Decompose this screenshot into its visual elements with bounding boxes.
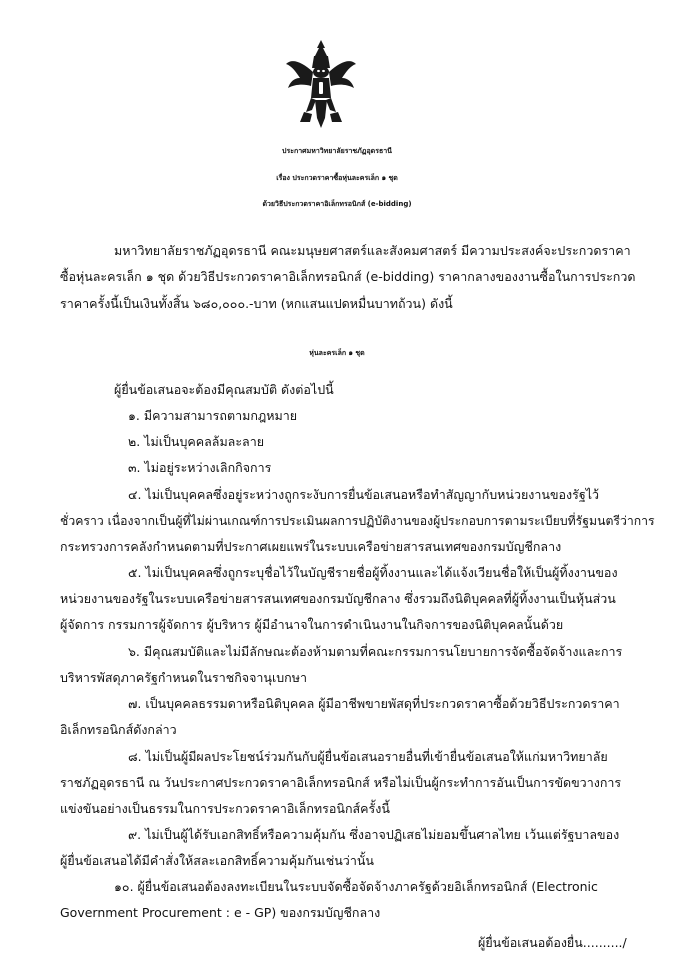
qualification-intro: ผู้ยื่นข้อเสนอจะต้องมีคุณสมบัติ ดังต่อไปนี้	[114, 382, 334, 397]
qualification-10-cont: Government Procurement : e - GP) ของกรมบัญชีกลาง	[60, 905, 381, 920]
intro-line: มหาวิทยาลัยราชภัฏอุดรธานี คณะมนุษยศาสตร์และสังคมศาสตร์ มีความประสงค์จะประกวดราคา	[114, 243, 631, 258]
intro-line: ซื้อหุ่นละครเล็ก ๑ ชุด ด้วยวิธีประกวดราคาอิเล็กทรอนิกส์ (e-bidding) ราคากลางของงานซื้อในการประกวด	[60, 269, 636, 284]
qualification-2: ๒. ไม่เป็นบุคคลล้มละลาย	[128, 434, 265, 449]
qualification-4-cont: กระทรวงการคลังกำหนดตามที่ประกาศเผยแพร่ในระบบเครือข่ายสารสนเทศของกรมบัญชีกลาง	[60, 539, 562, 554]
announcement-subject: เรื่อง ประกวดราคาซื้อหุ่นละครเล็ก ๑ ชุด	[276, 174, 398, 182]
qualification-7: ๗. เป็นบุคคลธรรมดาหรือนิติบุคคล ผู้มีอาชีพขายพัสดุที่ประกวดราคาซื้อด้วยวิธีประกวดราคา	[128, 696, 620, 711]
qualification-8: ๘. ไม่เป็นผู้มีผลประโยชน์ร่วมกันกับผู้ยื่นข้อเสนอรายอื่นที่เข้ายื่นข้อเสนอให้แก่มหาวิทยาลัย	[128, 749, 608, 764]
qualification-6: ๖. มีคุณสมบัติและไม่มีลักษณะต้องห้ามตามที่คณะกรรมการนโยบายการจัดซื้อจัดจ้างและการ	[128, 644, 623, 659]
qualification-9-cont: ผู้ยื่นข้อเสนอได้มีคำสั่งให้สละเอกสิทธิ์ความคุ้มกันเช่นว่านั้น	[60, 853, 374, 868]
qualification-10: ๑๐. ผู้ยื่นข้อเสนอต้องลงทะเบียนในระบบจัดซื้อจัดจ้างภาครัฐด้วยอิเล็กทรอนิกส์ (Electronic	[114, 879, 598, 894]
qualification-9: ๙. ไม่เป็นผู้ได้รับเอกสิทธิ์หรือความคุ้มกัน ซึ่งอาจปฏิเสธไม่ยอมขึ้นศาลไทย เว้นแต่รัฐบาลของ	[128, 827, 620, 842]
announcement-title: ประกาศมหาวิทยาลัยราชภัฏอุดรธานี	[282, 147, 392, 155]
qualification-8-cont: แข่งขันอย่างเป็นธรรมในการประกวดราคาอิเล็กทรอนิกส์ครั้งนี้	[60, 801, 390, 816]
intro-line: ราคาครั้งนี้เป็นเงินทั้งสิ้น ๖๘๐,๐๐๐.-บาท (หกแสนแปดหมื่นบาทถ้วน) ดังนี้	[60, 296, 453, 311]
qualification-5-cont: ผู้จัดการ กรรมการผู้จัดการ ผู้บริหาร ผู้มีอำนาจในการดำเนินงานในกิจการของนิติบุคคลนั้นด้วย	[60, 617, 564, 632]
item-heading: หุ่นละครเล็ก ๑ ชุด	[309, 349, 365, 357]
qualification-1: ๑. มีความสามารถตามกฎหมาย	[128, 408, 298, 423]
announcement-method: ด้วยวิธีประกวดราคาอิเล็กทรอนิกส์ (e-bidding)	[262, 200, 412, 208]
qualification-5: ๕. ไม่เป็นบุคคลซึ่งถูกระบุชื่อไว้ในบัญชีรายชื่อผู้ทิ้งงานและได้แจ้งเวียนชื่อให้เป็นผู้ทิ้งงานของ	[128, 565, 618, 580]
continuation-note: ผู้ยื่นข้อเสนอต้องยื่น........../	[478, 935, 627, 950]
qualification-6-cont: บริหารพัสดุภาครัฐกำหนดในราชกิจจานุเบกษา	[60, 670, 308, 685]
garuda-emblem-icon	[284, 38, 358, 128]
qualification-5-cont: หน่วยงานของรัฐในระบบเครือข่ายสารสนเทศของกรมบัญชีกลาง ซึ่งรวมถึงนิติบุคคลที่ผู้ทิ้งงานเป็นหุ้นส่วน	[60, 591, 616, 606]
qualification-4-cont: ชั่วคราว เนื่องจากเป็นผู้ที่ไม่ผ่านเกณฑ์การประเมินผลการปฏิบัติงานของผู้ประกอบการตามระเบียบที่รัฐมนตรีว่าการ	[60, 514, 655, 528]
qualification-7-cont: อิเล็กทรอนิกส์ดังกล่าว	[60, 722, 177, 737]
qualification-8-cont: ราชภัฏอุดรธานี ณ วันประกาศประกวดราคาอิเล็กทรอนิกส์ หรือไม่เป็นผู้กระทำการอันเป็นการขัดขวางการ	[60, 775, 622, 790]
qualification-3: ๓. ไม่อยู่ระหว่างเลิกกิจการ	[128, 460, 272, 475]
qualification-4: ๔. ไม่เป็นบุคคลซึ่งอยู่ระหว่างถูกระงับการยื่นข้อเสนอหรือทำสัญญากับหน่วยงานของรัฐไว้	[128, 487, 600, 502]
